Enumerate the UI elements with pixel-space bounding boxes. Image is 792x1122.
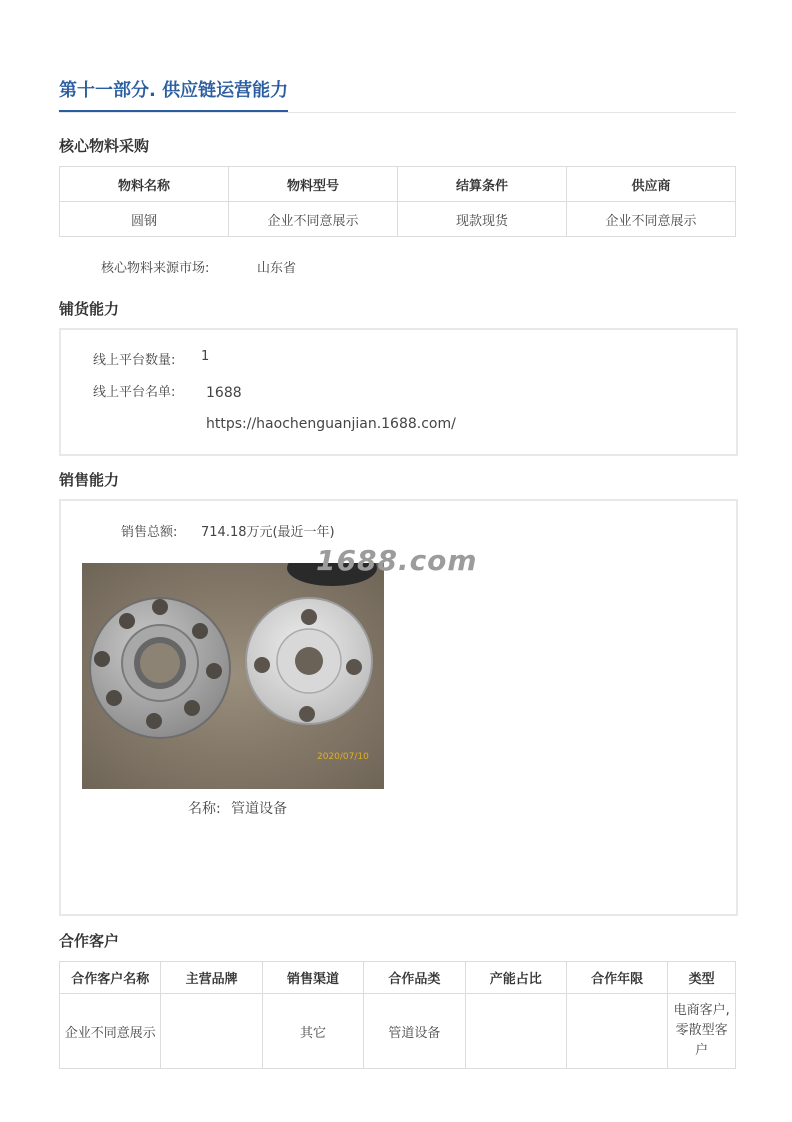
platform-count-value: 1	[201, 349, 210, 364]
platform-list-label: 线上平台名单:	[93, 385, 176, 400]
table-cell	[566, 994, 667, 1069]
sales-heading: 销售能力	[59, 471, 120, 489]
table-cell: 圆钢	[60, 202, 229, 237]
sales-total-value: 714.18万元(最近一年)	[201, 525, 335, 540]
column-header: 物料名称	[60, 167, 229, 202]
column-header: 供应商	[567, 167, 736, 202]
product-photo	[82, 563, 384, 789]
table-cell	[465, 994, 566, 1069]
table-cell: 管道设备	[364, 994, 465, 1069]
product-name-label: 名称:	[188, 801, 221, 817]
column-header: 产能占比	[465, 962, 566, 994]
table-header-row	[60, 962, 736, 994]
table-cell: 企业不同意展示	[229, 202, 398, 237]
table-cell: 其它	[262, 994, 363, 1069]
distribution-heading: 铺货能力	[59, 300, 120, 318]
column-header: 结算条件	[398, 167, 567, 202]
platform-item: 1688	[206, 385, 242, 401]
column-header: 类型	[668, 962, 736, 994]
platform-link[interactable]: https://haochenguanjian.1688.com/	[206, 416, 456, 432]
table-row	[60, 994, 736, 1069]
table-cell: 现款现货	[398, 202, 567, 237]
watermark-logo: 1688.com	[316, 544, 478, 577]
column-header: 物料型号	[229, 167, 398, 202]
column-header: 合作品类	[364, 962, 465, 994]
sales-total-label: 销售总额:	[121, 525, 178, 540]
table-cell: 企业不同意展示	[60, 994, 161, 1069]
product-name-value: 管道设备	[231, 801, 287, 817]
flange-photo-image	[82, 563, 384, 789]
table-cell	[161, 994, 262, 1069]
column-header: 销售渠道	[262, 962, 363, 994]
procurement-heading: 核心物料采购	[59, 137, 150, 155]
table-cell: 电商客户,零散型客户	[668, 994, 736, 1069]
procurement-table	[59, 166, 736, 237]
customers-heading: 合作客户	[59, 932, 120, 950]
market-label: 核心物料来源市场:	[101, 261, 210, 276]
market-value: 山东省	[257, 261, 297, 276]
platform-count-label: 线上平台数量:	[93, 353, 176, 368]
section-title	[59, 78, 736, 113]
table-cell: 企业不同意展示	[567, 202, 736, 237]
column-header: 主营品牌	[161, 962, 262, 994]
column-header: 合作客户名称	[60, 962, 161, 994]
sales-box	[59, 499, 738, 916]
photo-date-stamp: 2020/07/10	[317, 752, 369, 762]
customers-table	[59, 961, 736, 1069]
table-row	[60, 202, 736, 237]
section-title-text: 第十一部分. 供应链运营能力	[59, 78, 288, 112]
distribution-box	[59, 328, 738, 456]
column-header: 合作年限	[566, 962, 667, 994]
table-header-row	[60, 167, 736, 202]
